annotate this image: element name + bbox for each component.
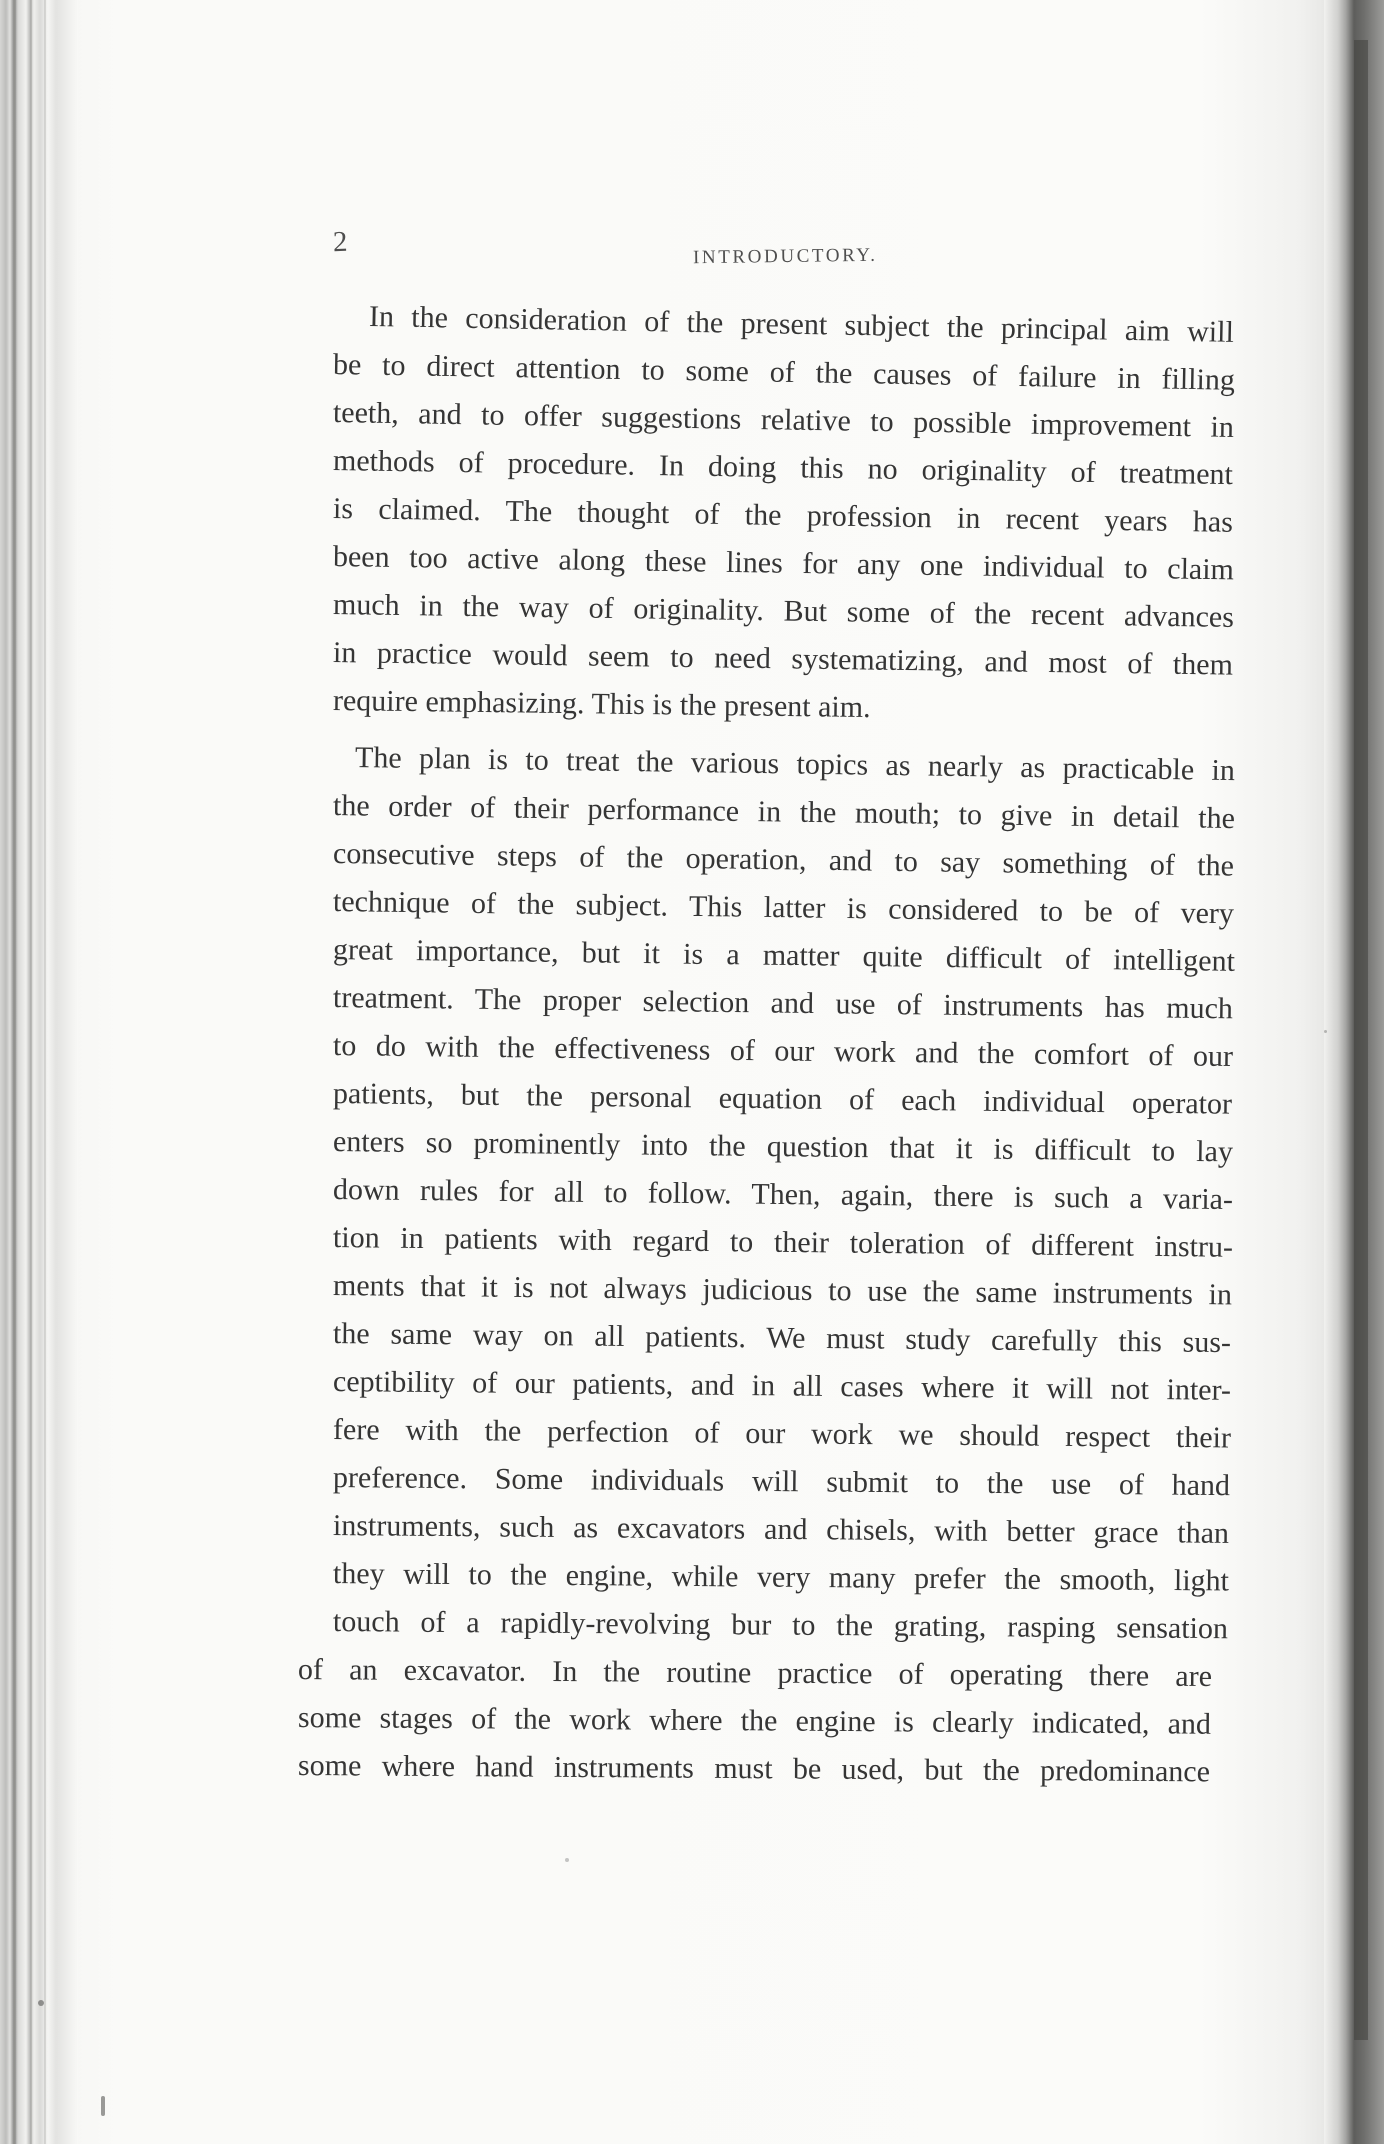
- text-line: much in the way of originality. But some of the recent advances: [332, 588, 1235, 634]
- text-line: consecutive steps of the operation, and to say something of the: [332, 837, 1235, 883]
- text-line: technique of the subject. This latter is considered to be of very: [332, 885, 1235, 931]
- scan-speck: [101, 2096, 105, 2116]
- running-head: INTRODUCTORY.: [692, 244, 878, 269]
- binding-line: [14, 0, 16, 2144]
- scan-speck: [1324, 1030, 1327, 1033]
- text-line: the same way on all patients. We must study carefully this sus-: [332, 1317, 1232, 1360]
- scan-speck: [38, 2000, 44, 2006]
- text-line: fere with the perfection of our work we should respect their: [332, 1413, 1232, 1455]
- text-line: methods of procedure. In doing this no originality of treatment: [332, 444, 1234, 492]
- text-line: The plan is to treat the various topics as nearly as practicable in: [354, 741, 1236, 788]
- text-line: treatment. The proper selection and use of instruments has much: [332, 981, 1234, 1026]
- text-line: down rules for all to follow. Then, again, there is such a varia-: [332, 1173, 1234, 1217]
- text-line: of an excavator. In the routine practice of operating there are: [297, 1653, 1213, 1694]
- binding-line: [44, 0, 46, 2144]
- text-line: some where hand instruments must be used, but the predominance: [297, 1749, 1211, 1789]
- text-line: instruments, such as excavators and chisels, with better grace than: [332, 1509, 1230, 1550]
- text-line: the order of their performance in the mouth; to give in detail the: [332, 789, 1236, 836]
- text-line: be to direct attention to some of the causes of failure in filling: [332, 348, 1236, 397]
- text-line: been too active along these lines for any one individual to claim: [332, 540, 1235, 587]
- text-line: preference. Some individuals will submit to the use of hand: [332, 1461, 1231, 1503]
- text-line: ceptibility of our patients, and in all cases where it will not inter-: [332, 1365, 1232, 1407]
- text-line: is claimed. The thought of the profession in recent years has: [332, 492, 1234, 539]
- text-line: some stages of the work where the engine is clearly indicated, and: [297, 1701, 1212, 1741]
- text-line: touch of a rapidly-revolving bur to the grating, rasping sensation: [332, 1605, 1229, 1646]
- text-line: In the consideration of the present subject the principal aim will: [368, 300, 1235, 349]
- text-line: tion in patients with regard to their toleration of different instru-: [332, 1221, 1234, 1264]
- binding-line: [30, 0, 32, 2144]
- text-line: teeth, and to offer suggestions relative to possible improvement in: [332, 396, 1235, 444]
- right-edge-shadow: [1354, 40, 1368, 2040]
- text-line: patients, but the personal equation of each individual operator: [332, 1077, 1233, 1121]
- page-number: 2: [332, 225, 349, 259]
- text-line: great importance, but it is a matter quite difficult of intelligent: [332, 933, 1236, 978]
- text-line: to do with the effectiveness of our work and the comfort of our: [332, 1029, 1234, 1073]
- text-line: in practice would seem to need systematizing, and most of them: [332, 636, 1234, 682]
- scan-speck: [565, 1858, 569, 1862]
- left-binding-edge: [0, 0, 78, 2144]
- text-line: they will to the engine, while very many prefer the smooth, light: [332, 1557, 1230, 1598]
- text-line: enters so prominently into the question that it is difficult to lay: [332, 1125, 1234, 1169]
- text-line: require emphasizing. This is the present aim.: [332, 684, 871, 725]
- text-line: ments that it is not always judicious to use the same instruments in: [332, 1269, 1233, 1312]
